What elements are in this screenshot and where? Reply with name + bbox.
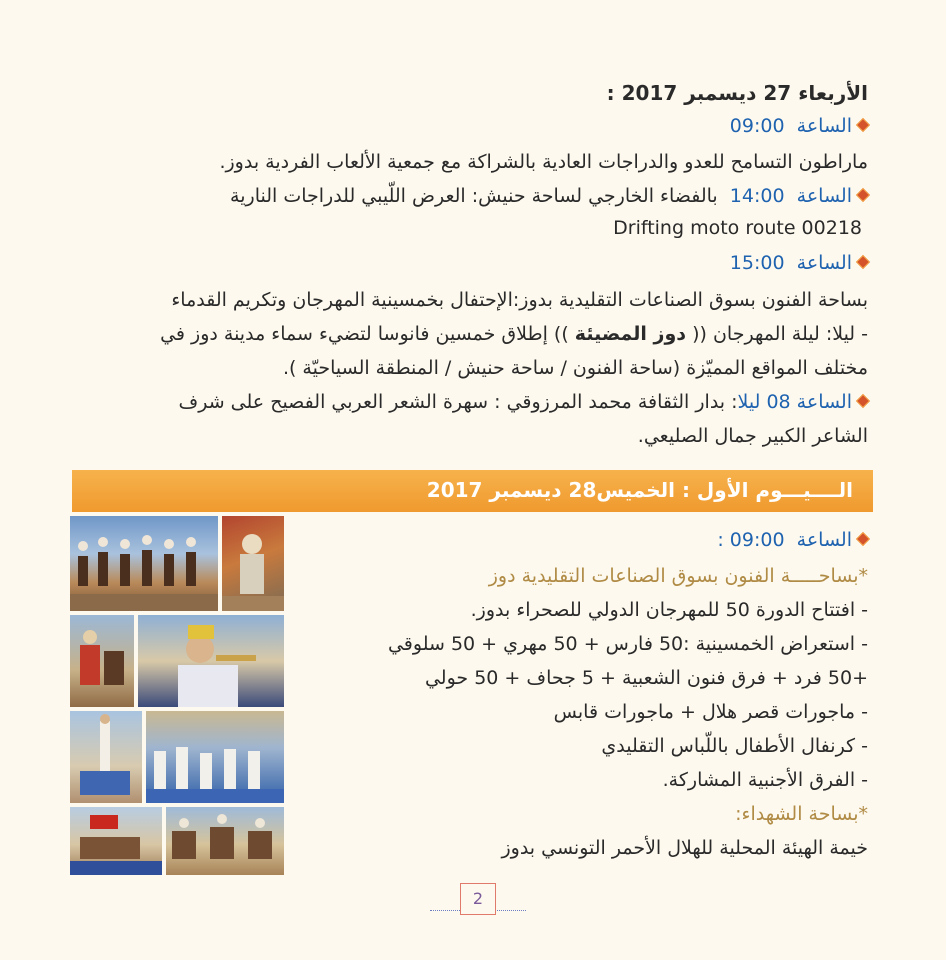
horse-riders-photo <box>70 516 218 611</box>
day1-item-1: - افتتاح الدورة 50 للمهرجان الدولي للصحراء بدوز. <box>470 599 868 621</box>
diamond-bullet-icon <box>856 531 870 545</box>
camel-flag-photo <box>70 807 162 875</box>
costumed-rider-photo <box>222 516 284 611</box>
diamond-bullet-icon <box>856 393 870 407</box>
horn-player-photo <box>138 615 284 707</box>
day1-redcrescent-text: خيمة الهيئة المحلية للهلال الأحمر التونسي بدوز <box>501 837 868 859</box>
day0-marathon-text: ماراطون التسامح للعدو والدراجات العادية بالشراكة مع جمعية الألعاب الفردية بدوز. <box>219 151 868 173</box>
day1-venue-arts: *بساحـــــة الفنون بسوق الصناعات التقليدية دوز <box>488 565 868 587</box>
day1-item-6: - الفرق الأجنبية المشاركة. <box>662 769 868 791</box>
day0-time-1500: الساعة 15:00 <box>730 253 868 274</box>
day0-night-text: - ليلا: ليلة المهرجان (( دوز المضيئة )) إطلاق خمسين فانوسا لتضيء سماء مدينة دوز في <box>160 323 868 345</box>
camel-rider-photo <box>70 615 134 707</box>
diamond-bullet-icon <box>856 254 870 268</box>
day1-time-0900: الساعة 09:00 : <box>717 530 868 551</box>
day0-time-evening: الساعة 08 ليلا: بدار الثقافة محمد المرزوقي : سهرة الشعر العربي الفصيح على شرف <box>179 392 868 413</box>
page-number: 2 <box>460 883 496 915</box>
acrobat-tower-photo <box>70 711 142 803</box>
day0-time-1400: الساعة 14:00 بالفضاء الخارجي لساحة حنيش: العرض اللّيبي للدراجات النارية <box>230 186 868 207</box>
day1-item-2: - استعراض الخمسينية :50 فارس + 50 مهري + 50 سلوقي <box>387 633 868 655</box>
day0-places-text: مختلف المواقع المميّزة (ساحة الفنون / ساحة حنيش / المنطقة السياحيّة ). <box>282 357 868 379</box>
day0-drifting-text: Drifting moto route 00218 <box>613 217 862 239</box>
day1-banner-title: الــــيـــوم الأول : الخميس28 ديسمبر 2017 <box>426 478 853 502</box>
crowd-parade-photo <box>146 711 284 803</box>
day1-venue-martyrs: *بساحة الشهداء: <box>735 803 868 825</box>
diamond-bullet-icon <box>856 117 870 131</box>
day0-heading: الأربعاء 27 ديسمبر 2017 : <box>606 81 868 105</box>
day0-arts-text: بساحة الفنون بسوق الصناعات التقليدية بدوز:الإحتفال بخمسينية المهرجان وتكريم القدماء <box>171 289 868 311</box>
day1-item-4: - ماجورات قصر هلال + ماجورات قابس <box>553 701 868 723</box>
day1-item-5: - كرنفال الأطفال باللّباس التقليدي <box>601 735 868 757</box>
day1-item-3: +50 فرد + فرق فنون الشعبية + 5 جحاف + 50 حولي <box>424 667 868 689</box>
day0-time-0900: الساعة 09:00 <box>730 116 868 137</box>
day0-poet-text: الشاعر الكبير جمال الصليعي. <box>637 425 868 447</box>
photo-collage <box>70 516 286 876</box>
camel-caravan-photo <box>166 807 284 875</box>
day1-banner <box>72 470 873 512</box>
diamond-bullet-icon <box>856 187 870 201</box>
